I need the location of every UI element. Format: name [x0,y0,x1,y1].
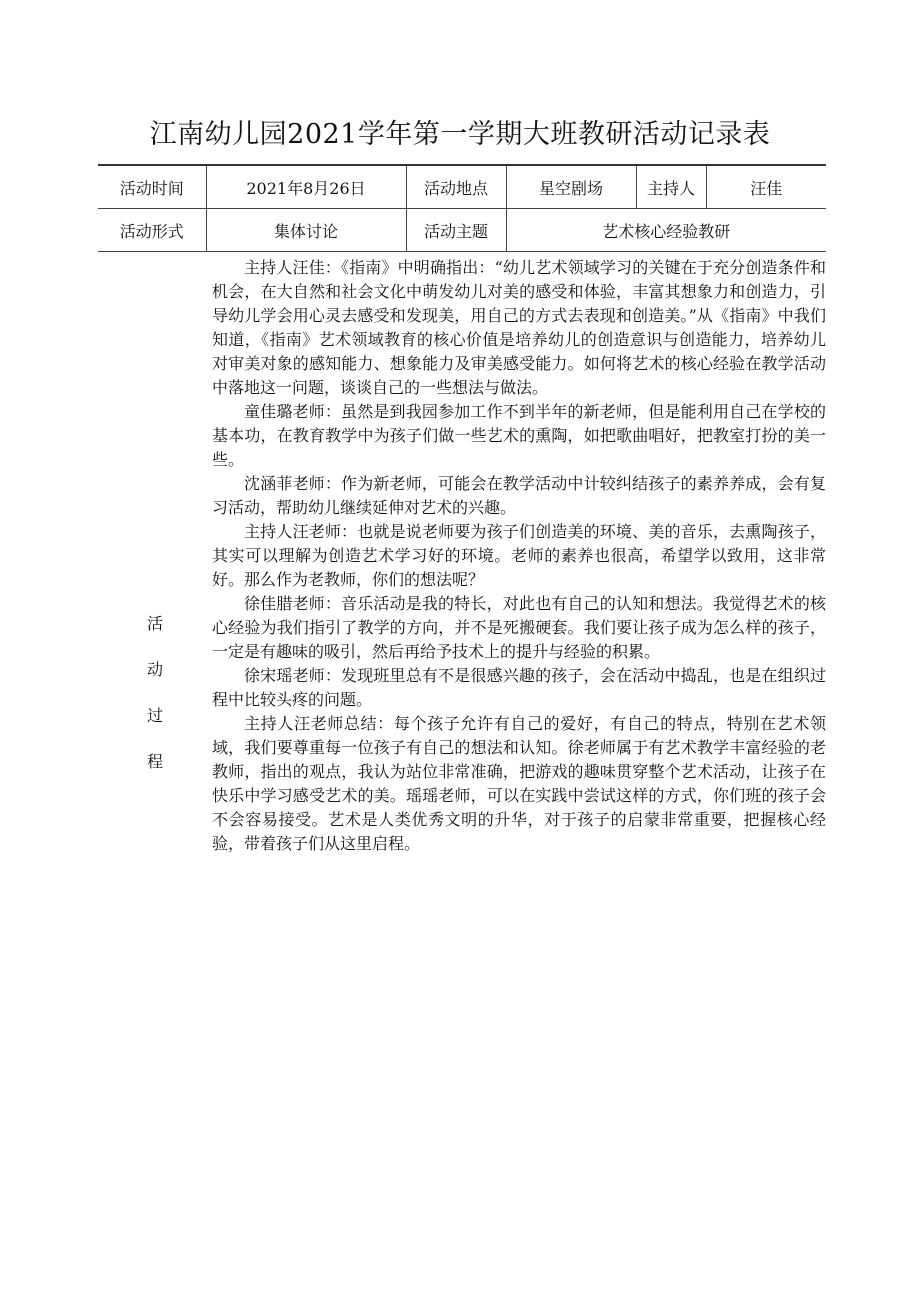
host-label: 主持人 [636,165,706,209]
record-table [98,164,826,252]
paragraph-xu-jiala: 徐佳腊老师：音乐活动是我的特长，对此也有自己的认知和想法。我觉得艺术的核心经验为我们指引了教学的方向，并不是死搬硬套。我们要让孩子成为怎么样的孩子，一定是有趣味的吸引，然后再给予技术上的提升与经验的积累。 [212,594,826,661]
paragraph-xu-songyao: 徐宋瑶老师：发现班里总有不是很感兴趣的孩子，会在活动中捣乱，也是在组织过程中比较头疼的问题。 [212,666,826,709]
paragraph-tong: 童佳璐老师：虽然是到我园参加工作不到半年的新老师，但是能利用自己在学校的基本功，在教育教学中为孩子们做一些艺术的熏陶，如把歌曲唱好，把教室打扮的美一些。 [212,402,826,469]
process-content [212,256,826,856]
time-label: 活动时间 [98,165,206,209]
process-label-char: 过 [146,706,163,725]
info-row-1 [98,165,826,209]
host-value: 汪佳 [706,165,826,209]
process-label-char: 程 [146,752,163,771]
form-label: 活动形式 [98,209,206,252]
process-label [143,612,167,796]
place-label: 活动地点 [406,165,506,209]
paragraph-host-summary: 主持人汪老师总结：每个孩子允许有自己的爱好，有自己的特点，特别在艺术领域，我们要尊重每一位孩子有自己的想法和认知。徐老师属于有艺术教学丰富经验的老教师，指出的观点，我认为站位非常准确，把游戏的趣味贯穿整个艺术活动，让孩子在快乐中学习感受艺术的美。瑶瑶老师，可以在实践中尝试这样的方式，你们班的孩子会不会容易接受。艺术是人类优秀文明的升华，对于孩子的启蒙非常重要，把握核心经验，带着孩子们从这里启程。 [212,714,826,853]
process-label-char: 活 [146,614,163,633]
time-value: 2021年8月26日 [206,165,406,209]
theme-value: 艺术核心经验教研 [506,209,826,252]
process-label-char: 动 [146,660,163,679]
place-value: 星空剧场 [506,165,636,209]
theme-label: 活动主题 [406,209,506,252]
paragraph-host-reply: 主持人汪老师：也就是说老师要为孩子们创造美的环境、美的音乐，去熏陶孩子，其实可以理解为创造艺术学习好的环境。老师的素养也很高，希望学以致用，这非常好。那么作为老教师，你们的想法呢？ [212,522,826,589]
info-row-2 [98,209,826,252]
page-title: 江南幼儿园2021学年第一学期大班教研活动记录表 [149,119,771,150]
paragraph-host-intro: 主持人汪佳：《指南》中明确指出：“幼儿艺术领域学习的关键在于充分创造条件和机会，在大自然和社会文化中萌发幼儿对美的感受和体验，丰富其想象力和创造力，引导幼儿学会用心灵去感受和发现美，用自己的方式去表现和创造美。”从《指南》中我们知道，《指南》艺术领域教育的核心价值是培养幼儿的创造意识与创造能力，培养幼儿对审美对象的感知能力、想象能力及审美感受能力。如何将艺术的核心经验在教学活动中落地这一问题，谈谈自己的一些想法与做法。 [212,258,826,397]
paragraph-shen: 沈涵菲老师：作为新老师，可能会在教学活动中计较纠结孩子的素养养成，会有复习活动，帮助幼儿继续延伸对艺术的兴趣。 [212,474,826,517]
form-value: 集体讨论 [206,209,406,252]
